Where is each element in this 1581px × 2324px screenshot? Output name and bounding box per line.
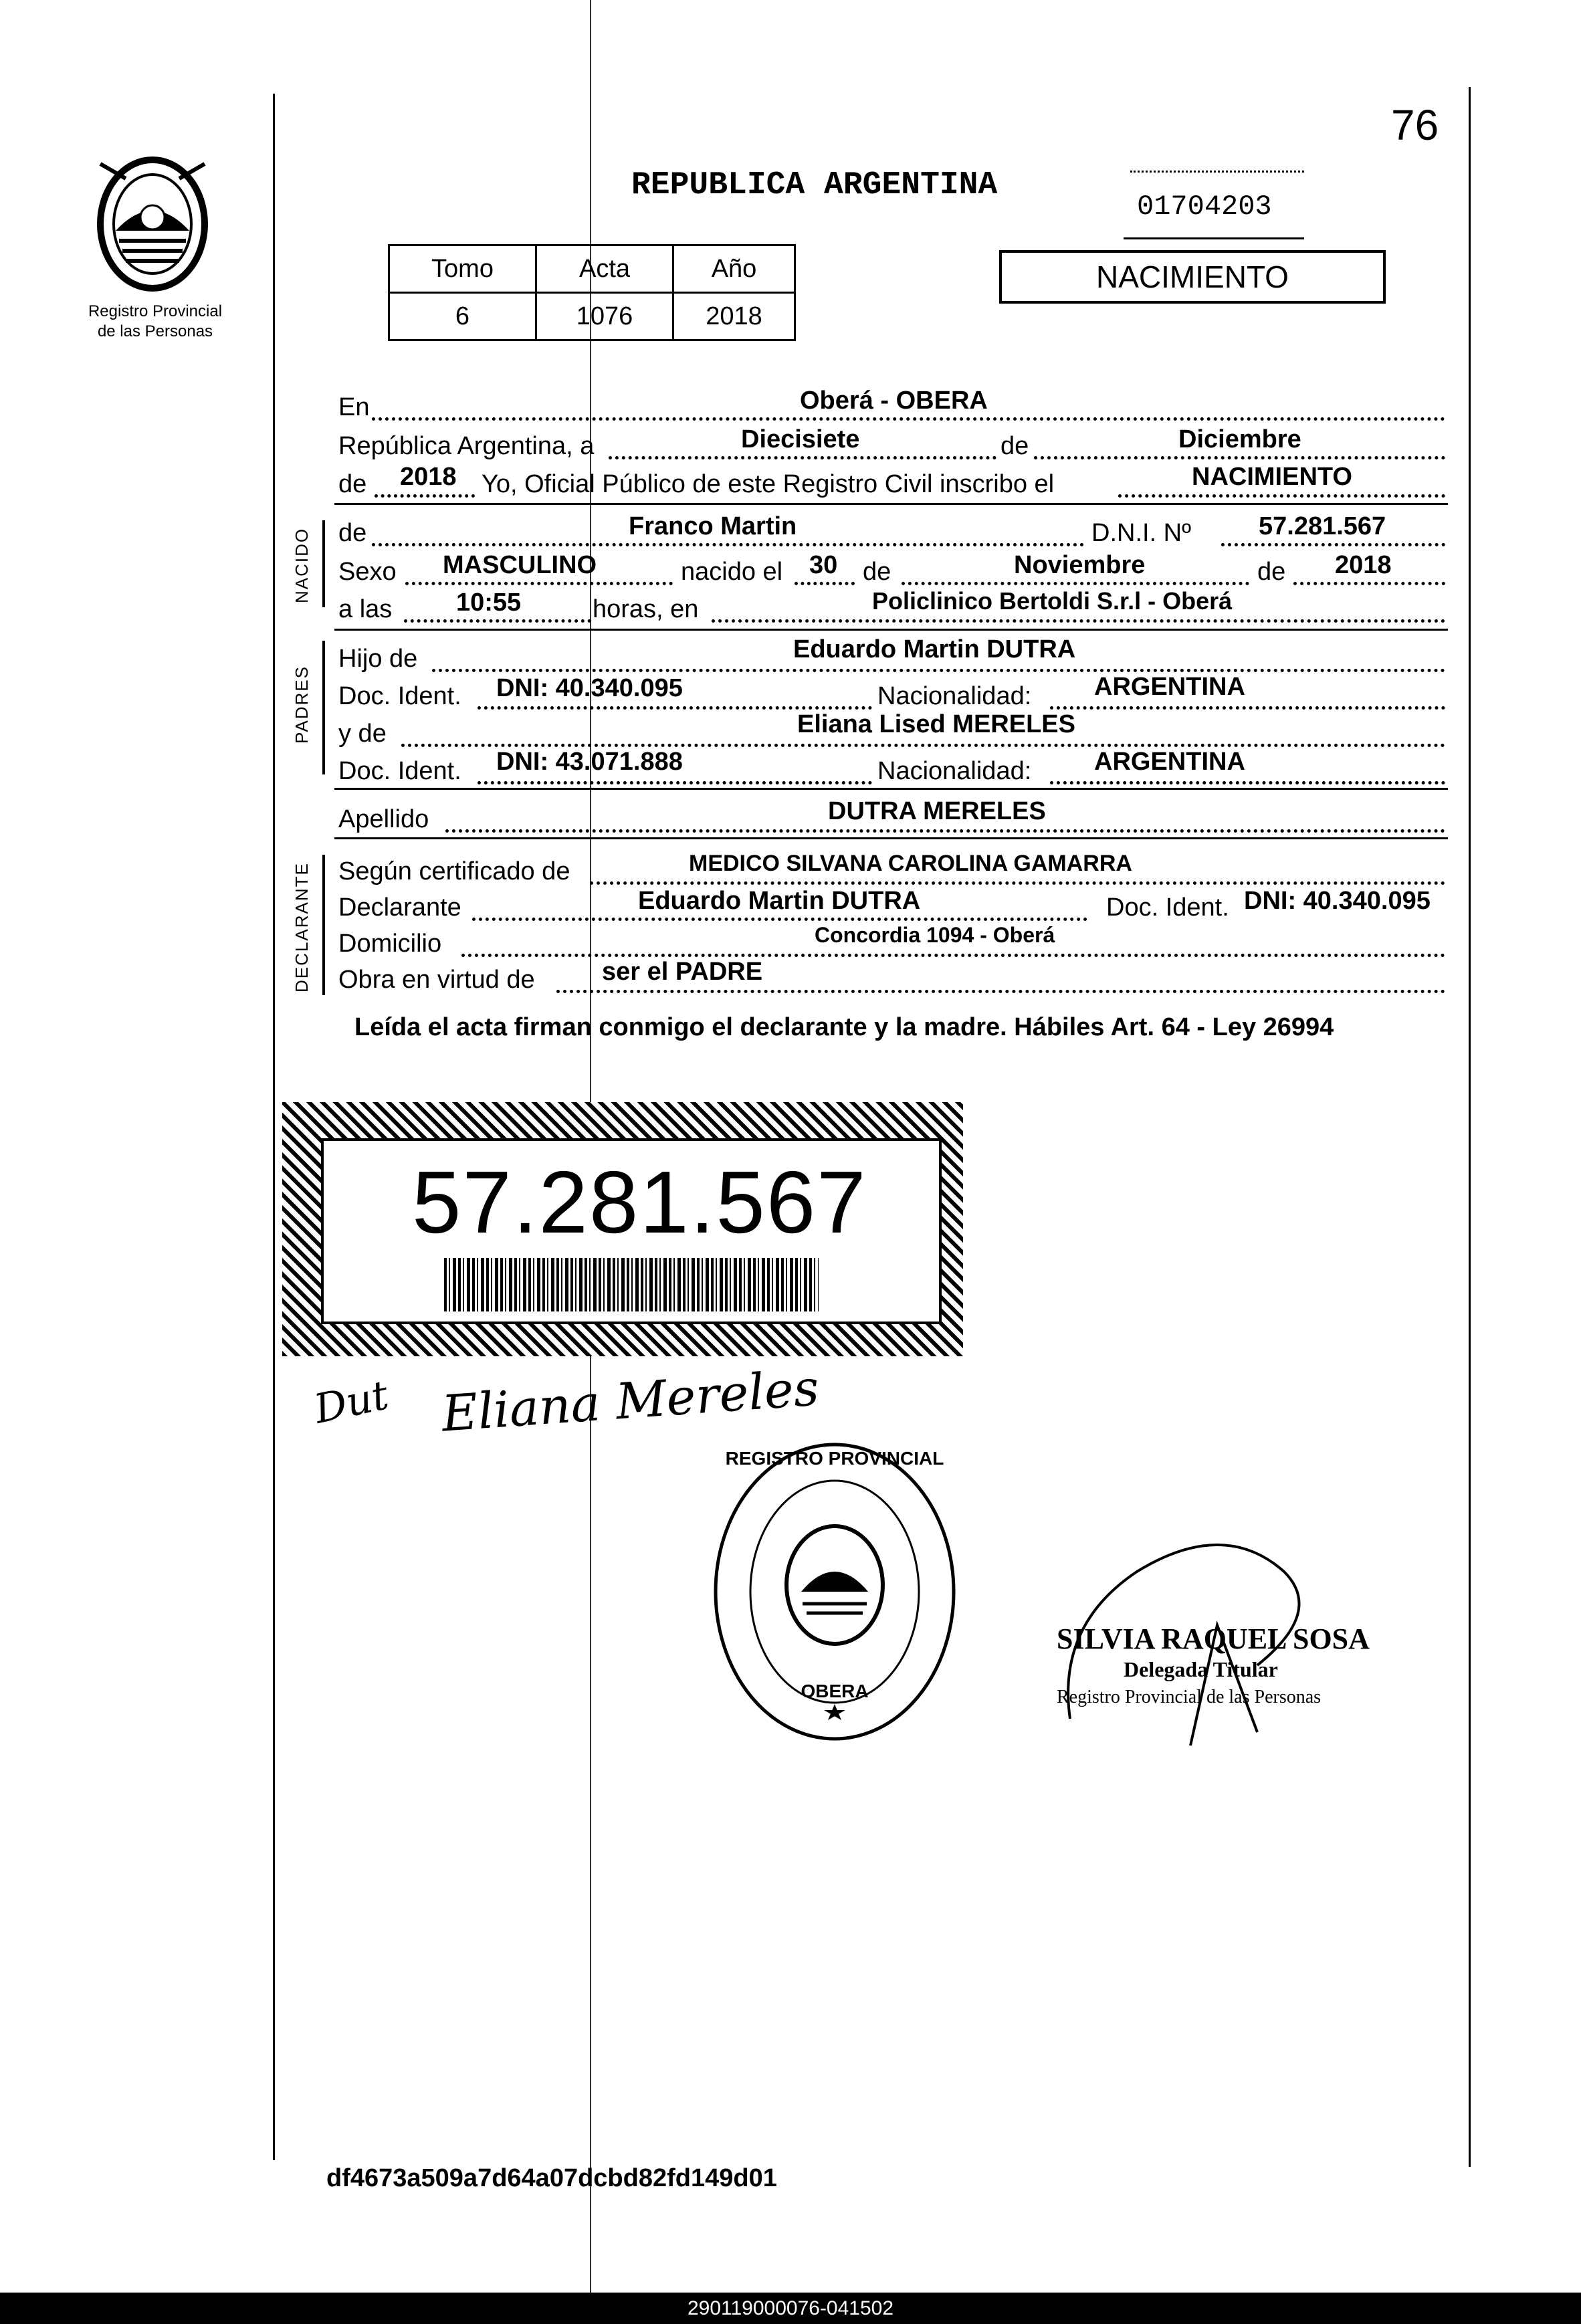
official-title: Delegada Titular [1124,1657,1278,1681]
inscribed-dots [1118,494,1445,498]
official-org: Registro Provincial de las Personas [1057,1687,1322,1707]
padre-doc-dots [478,706,872,710]
birth-month-dots [902,582,1249,585]
place-value: Oberá - OBERA [800,387,988,415]
madre-dots [401,744,1445,747]
month-dots [1034,456,1445,459]
tomo-header: Tomo [389,245,536,293]
horas-en-label: horas, en [593,595,699,623]
child-name: Franco Martin [629,512,797,540]
right-margin-line [1469,87,1471,2167]
dni-security-frame [282,1102,963,1356]
apellido-underline [334,837,1448,839]
child-dni: 57.281.567 [1259,512,1386,540]
sexo-label: Sexo [338,558,397,586]
place-dots [372,417,1445,421]
name-dots [372,543,1084,546]
birth-day-dots [795,582,855,585]
left-margin-line [273,94,275,2160]
yo-text: Yo, Oficial Público de este Registro Civil inscribo el [482,470,1055,498]
serial-underline [1124,237,1304,239]
svg-text:REGISTRO PROVINCIAL: REGISTRO PROVINCIAL [725,1448,944,1469]
padres-bracket [322,641,325,774]
doc-type: NACIMIENTO [1096,259,1289,294]
obra-label: Obra en virtud de [338,966,535,994]
domicilio-value: Concordia 1094 - Oberá [815,923,1055,947]
birth-year: 2018 [1335,551,1392,579]
official-stamp [708,1438,962,1746]
tomo-value: 6 [389,293,536,340]
domicilio-label: Domicilio [338,930,442,958]
declarante-dots [472,918,1087,921]
signature-declarante: Dut [310,1372,393,1433]
padre-doc: DNI: 40.340.095 [496,674,683,702]
madre-nac-dots [1050,781,1445,784]
closing-text: Leída el acta firman conmigo el declarante y la madre. Hábiles Art. 64 - Ley 26994 [354,1013,1334,1041]
nacido-de-label-2: de [863,558,891,586]
nacido-de-label: de [338,519,367,547]
declarante-name-label: Declarante [338,893,461,922]
padres-underline [334,788,1448,790]
padre-nac-label: Nacionalidad: [877,682,1032,710]
declarante-doc: DNI: 40.340.095 [1244,887,1431,915]
nacido-bracket [322,520,325,607]
day-words: Diecisiete [741,425,860,453]
certificado-value: MEDICO SILVANA CAROLINA GAMARRA [689,851,1132,876]
footer-bar [0,2293,1581,2324]
signature-madre: Eliana Mereles [439,1359,821,1443]
madre-name: Eliana Lised MERELES [797,710,1075,738]
logo-caption-2: de las Personas [97,322,213,340]
madre-doc-label: Doc. Ident. [338,757,461,785]
nacido-underline [334,629,1448,631]
padre-nac-dots [1050,706,1445,710]
anio-value: 2018 [673,293,795,340]
official-name: SILVIA RAQUEL SOSA [1057,1622,1370,1655]
acta-header: Acta [536,245,673,293]
y-de-label: y de [338,720,387,748]
dni-dots [1221,543,1445,546]
inscribed-value: NACIMIENTO [1192,463,1352,491]
declarante-doc-label: Doc. Ident. [1106,893,1229,922]
year-dots [375,494,475,498]
hora-dots [404,619,591,623]
year-value: 2018 [400,463,457,491]
certificado-dots [590,881,1445,885]
birth-month: Noviembre [1014,551,1146,579]
dni-barcode [444,1258,819,1311]
madre-nac: ARGENTINA [1094,748,1245,776]
republica-label: República Argentina, a [338,432,595,460]
sexo-value: MASCULINO [443,551,597,579]
day-dots [609,456,996,459]
birth-year-dots [1293,582,1445,585]
madre-nac-label: Nacionalidad: [877,757,1032,785]
nacido-label: NACIDO [292,527,312,603]
certificado-label: Según certificado de [338,857,570,885]
serial-overline [1130,171,1304,173]
acta-value: 1076 [536,293,673,340]
country-title: REPUBLICA ARGENTINA [631,167,998,203]
lugar-dots [712,619,1445,623]
intro-underline [334,503,1448,505]
dni-number-panel [321,1138,942,1324]
birth-day: 30 [809,551,838,579]
hijo-de-label: Hijo de [338,645,418,673]
padre-name: Eduardo Martin DUTRA [793,635,1076,663]
province-logo [86,150,219,298]
de-label-2: de [338,470,367,498]
apellido-label: Apellido [338,805,429,833]
svg-text:OBERA: OBERA [801,1681,869,1701]
declarante-label: DECLARANTE [292,862,312,992]
document-hash: df4673a509a7d64a07dcbd82fd149d01 [326,2164,777,2192]
doc-type-box [999,250,1386,304]
nacido-el-label: nacido el [681,558,783,586]
month-value: Diciembre [1178,425,1301,453]
obra-dots [556,990,1445,993]
anio-header: Año [673,245,795,293]
lugar-value: Policlinico Bertoldi S.r.l - Oberá [872,587,1233,615]
sexo-dots [405,582,673,585]
padre-nac: ARGENTINA [1094,673,1245,701]
apellido-dots [445,829,1445,833]
a-las-label: a las [338,595,393,623]
apellido-value: DUTRA MERELES [828,797,1046,825]
madre-doc: DNI: 43.071.888 [496,748,683,776]
padres-label: PADRES [292,665,312,744]
domicilio-dots [461,954,1445,957]
declarante-name: Eduardo Martin DUTRA [638,887,921,915]
dni-big-number: 57.281.567 [412,1153,867,1251]
de-label-1: de [1000,432,1029,460]
nacido-de-label-3: de [1257,558,1286,586]
hora-value: 10:55 [456,589,522,617]
madre-doc-dots [478,781,872,784]
padre-dots [432,669,1445,672]
page-number: 76 [1391,101,1439,149]
logo-caption-1: Registro Provincial [88,302,223,320]
declarante-bracket [322,855,325,995]
volume-table [388,244,796,341]
dni-label: D.N.I. Nº [1091,519,1191,547]
en-label: En [338,393,370,421]
serial-number: 01704203 [1137,191,1272,223]
padre-doc-label: Doc. Ident. [338,682,461,710]
footer-code: 290119000076-041502 [687,2297,894,2319]
obra-value: ser el PADRE [602,958,763,986]
